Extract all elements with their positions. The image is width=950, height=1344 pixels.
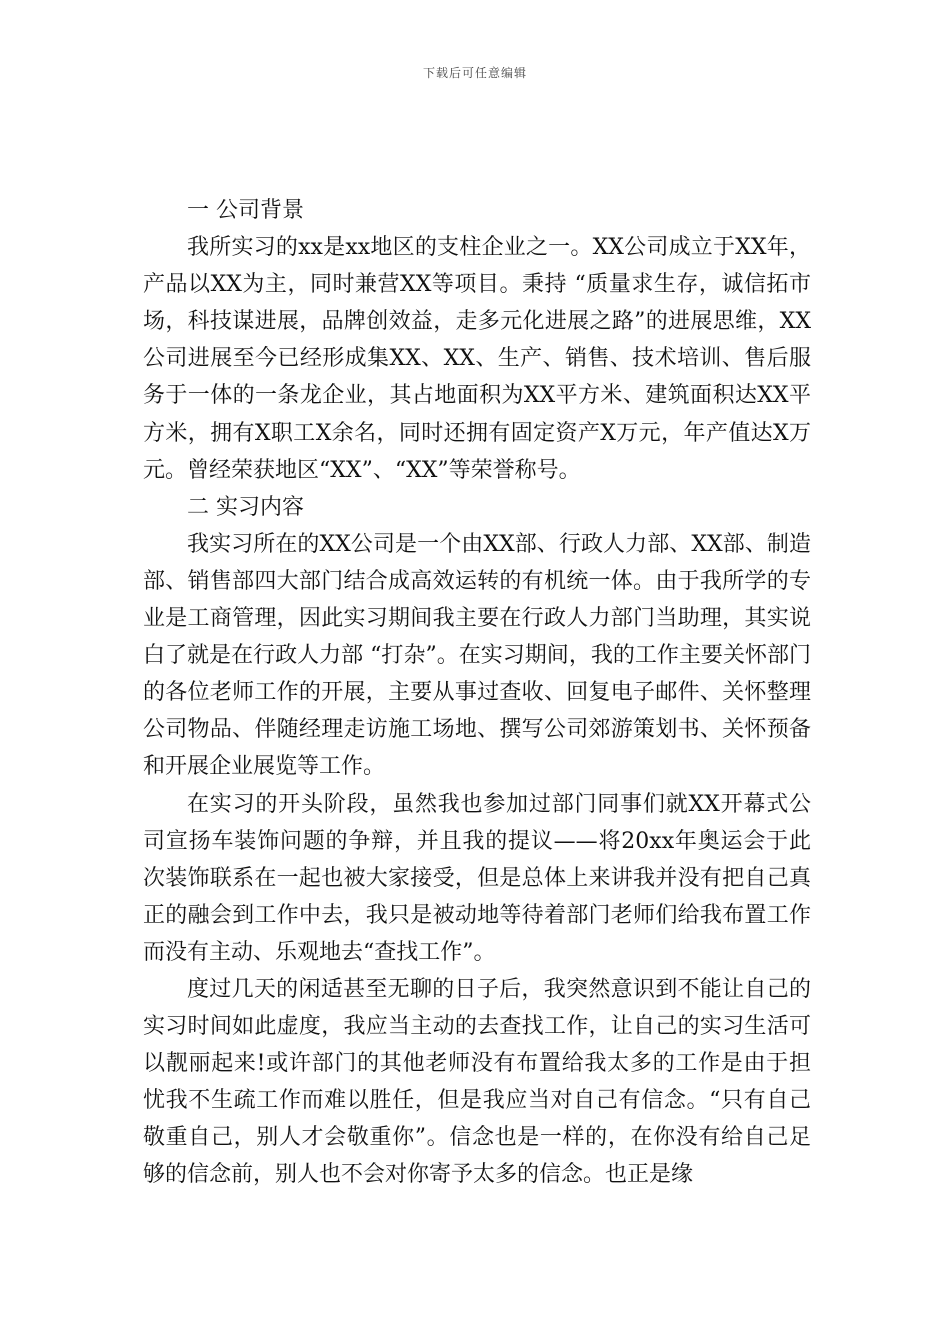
section-heading-background: 一 公司背景 — [187, 198, 304, 223]
paragraph-early-stage: 在实习的开头阶段，虽然我也参加过部门同事们就XX开幕式公司宣扬车装饰问题的争辩，并且我的提议——将20xx年奥运会于此次装饰联系在一起也被大家接受，但是总体上来讲我并没有把自己真正的融会到工作中去，我只是被动地等待着部门老师们给我布置工作而没有主动、乐观地去“查找工作”。 — [143, 791, 811, 965]
document-body — [143, 192, 811, 1194]
page-header: 下载后可任意编辑 — [422, 66, 527, 80]
paragraph-company-background: 我所实习的xx是xx地区的支柱企业之一。XX公司成立于XX年，产品以XX为主，同时兼营XX等项目。秉持 “质量求生存，诚信拓市场，科技谋进展，品牌创效益，走多元化进展之路”的进展思维，XX公司进展至今已经形成集XX、XX、生产、销售、技术培训、售后服务于一体的一条龙企业，其占地面积为XX平方米、建筑面积达XX平方米，拥有X职工X余名，同时还拥有固定资产X万元，年产值达X万元。曾经荣获地区“XX”、“XX”等荣誉称号。 — [143, 235, 811, 483]
paragraph-realization: 度过几天的闲适甚至无聊的日子后，我突然意识到不能让自己的实习时间如此虚度，我应当主动的去查找工作，让自己的实习生活可以靓丽起来!或许部门的其他老师没有布置给我太多的工作是由于担忧我不生疏工作而难以胜任，但是我应当对自己有信念。“只有自己敬重自己，别人才会敬重你”。信念也是一样的，在你没有给自己足够的信念前，别人也不会对你寄予太多的信念。也正是缘 — [143, 976, 811, 1188]
paragraph-internship-content: 我实习所在的XX公司是一个由XX部、行政人力部、XX部、制造部、销售部四大部门结合成高效运转的有机统一体。由于我所学的专业是工商管理，因此实习期间我主要在行政人力部门当助理，其实说白了就是在行政人力部 “打杂”。在实习期间，我的工作主要关怀部门的各位老师工作的开展，主要从事过查收、回复电子邮件、关怀整理公司物品、伴随经理走访施工场地、撰写公司郊游策划书、关怀预备和开展企业展览等工作。 — [143, 531, 811, 780]
section-heading-internship-content: 二 实习内容 — [187, 494, 304, 520]
